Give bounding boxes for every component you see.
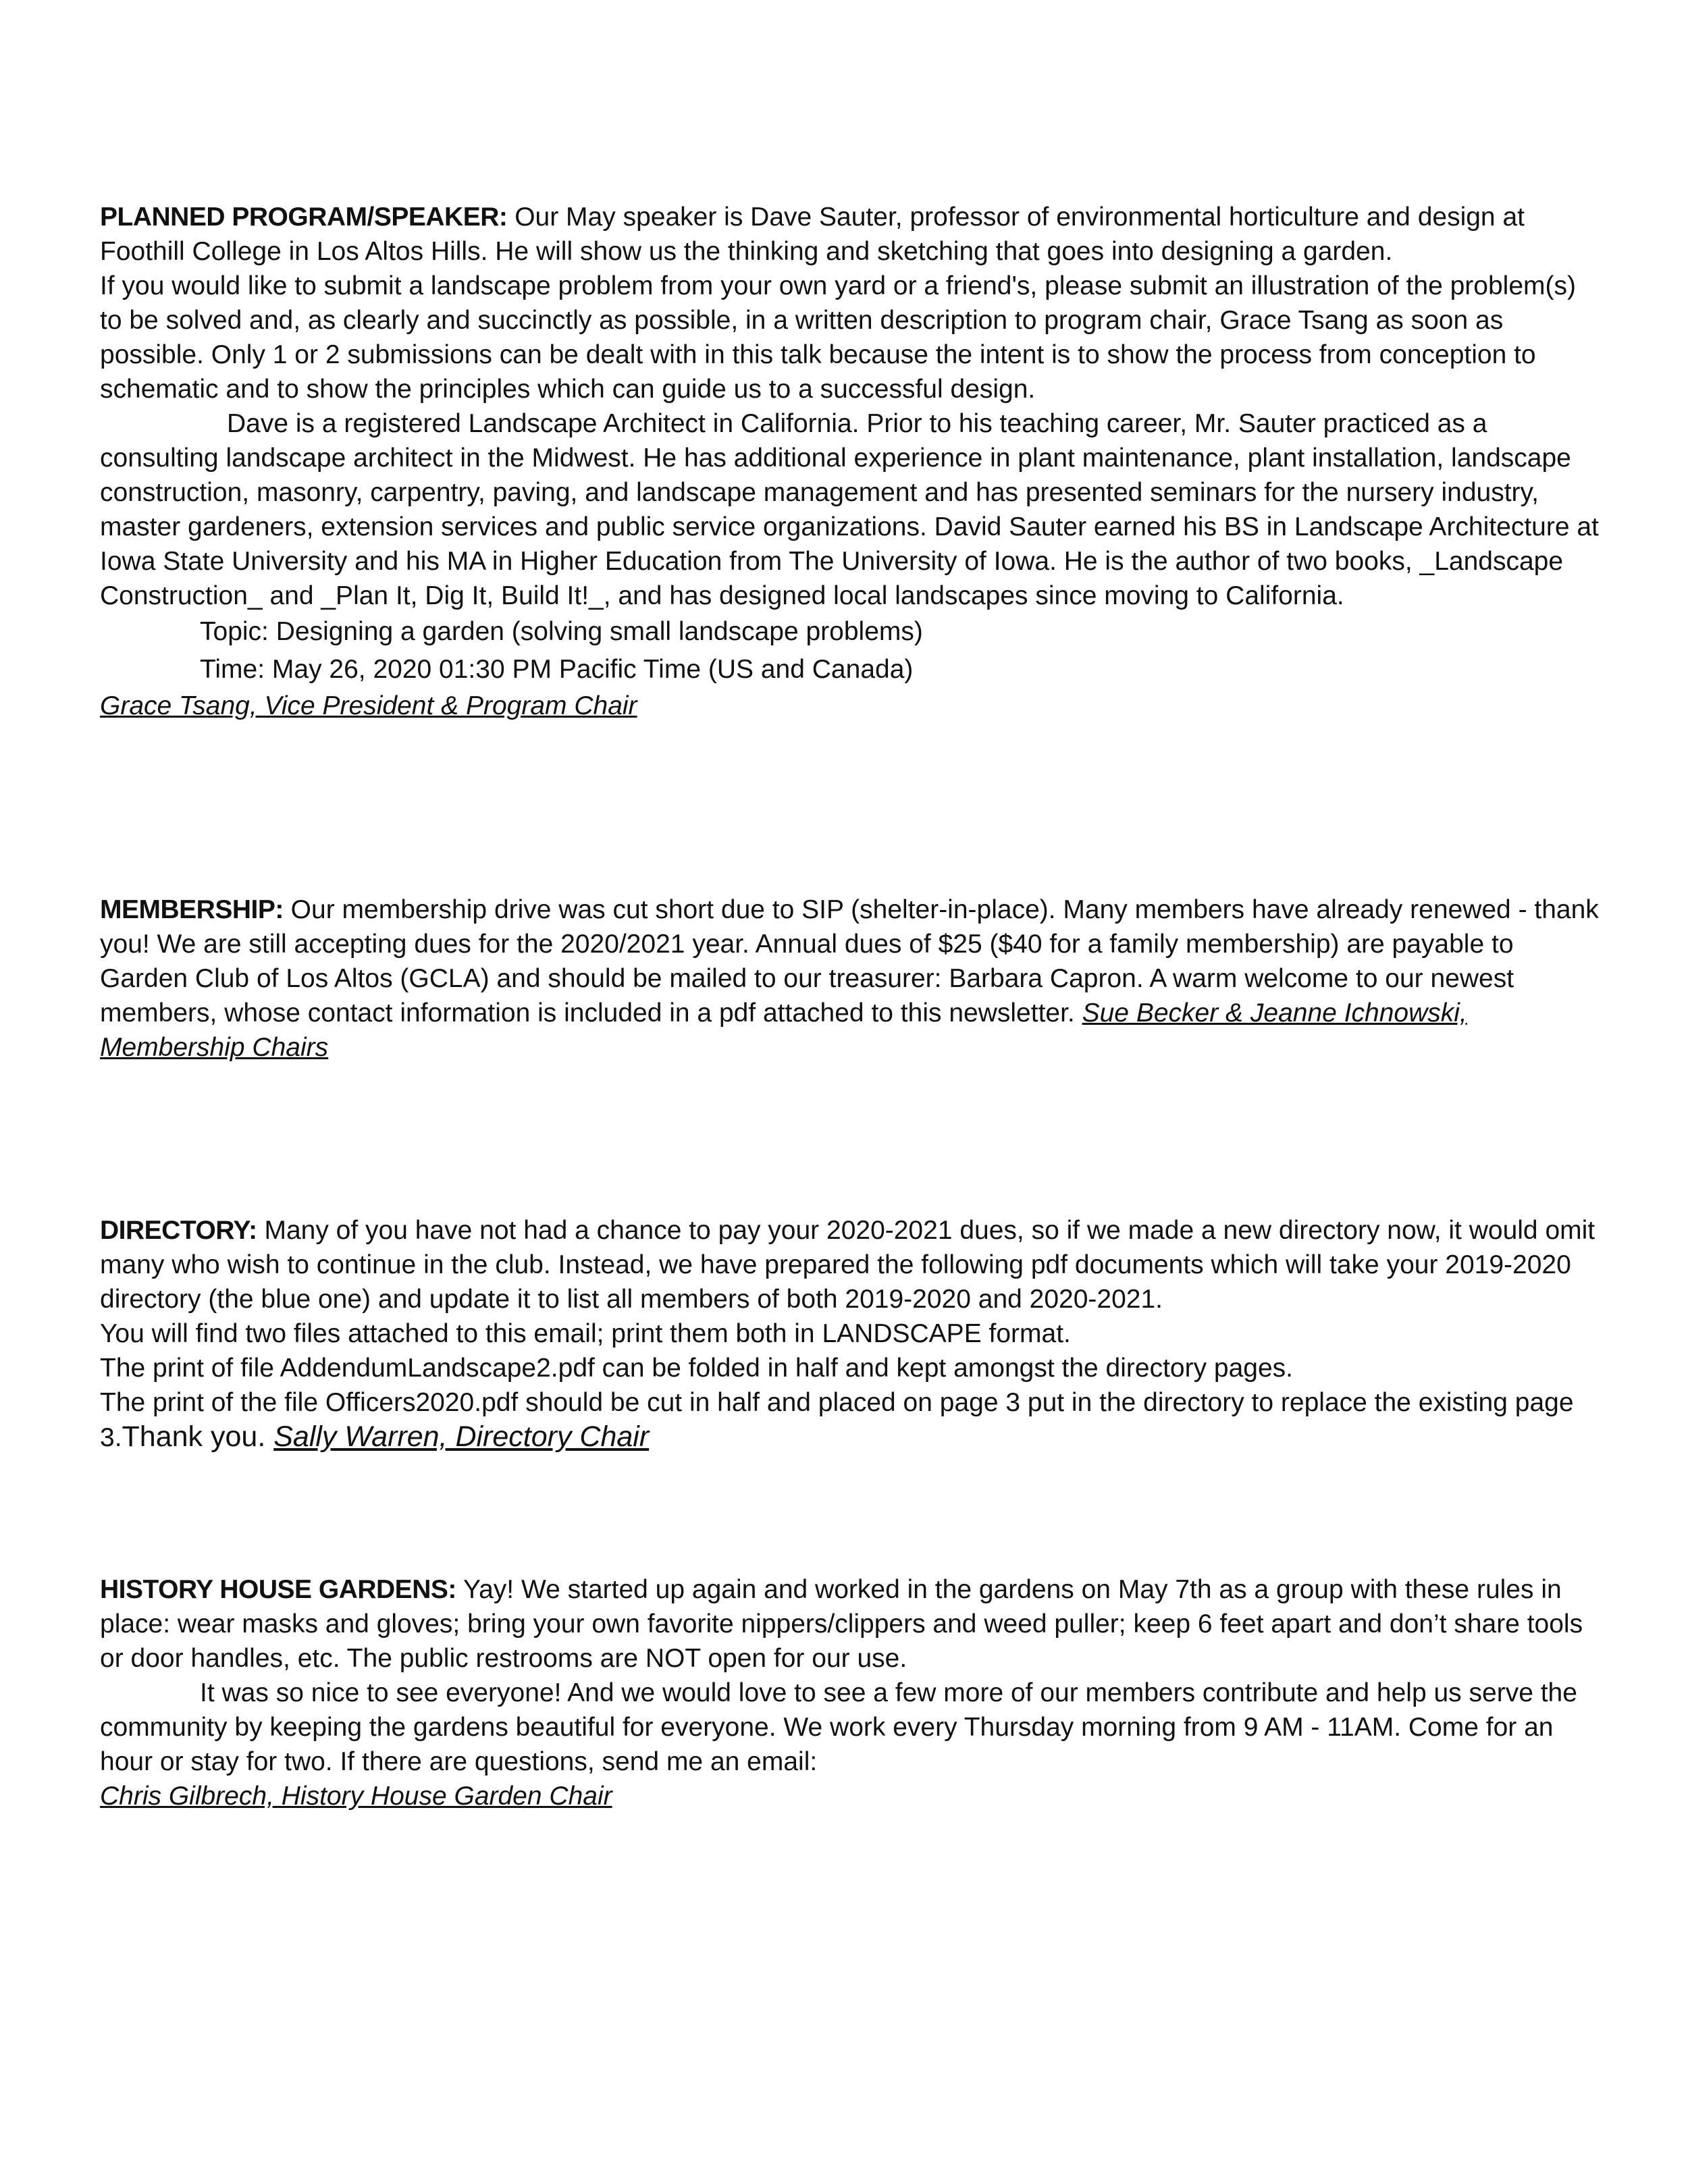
program-heading: PLANNED PROGRAM/SPEAKER: [100, 203, 508, 232]
program-submit-paragraph: If you would like to submit a landscape problem from your own yard or a friend's, please submit an illustration of the problem(s) to be solved and, as clearly and succinctly as possible, in a written description to program chair, Grace Tsang as soon as possible. Only 1 or 2 submissions can be dealt with in this talk because the intent is to show the process from conception to schematic and to show the principles which can guide us to a successful design. [100, 271, 1576, 404]
program-signature: Grace Tsang, Vice President & Program Chair [100, 691, 637, 720]
history-heading: HISTORY HOUSE GARDENS: [100, 1575, 456, 1604]
membership-paragraph [100, 893, 1599, 1065]
history-body: Yay! We started up again and worked in the gardens on May 7th as a group with these rules in place: wear masks and gloves; bring your own favorite nippers/clippers and weed puller; keep 6 feet apart and don’t share tools or door handles, etc. The public restrooms are NOT open for our use. [100, 1575, 1583, 1673]
program-bio-paragraph: Dave is a registered Landscape Architect in California. Prior to his teaching career, Mr. Sauter practiced as a consulting landscape architect in the Midwest. He has additional experience in plant maintenance, plant installation, landscape construction, masonry, carpentry, paving, and landscape management and has presented seminars for the nursery industry, master gardeners, extension services and public service organizations. David Sauter earned his BS in Landscape Architecture at Iowa State University and his MA in Higher Education from The University of Iowa. He is the author of two books, _Landscape Construction_ and _Plan It, Dig It, Build It!_, and has designed local landscapes since moving to California. [100, 409, 1599, 610]
directory-files-line: You will find two files attached to this email; print them both in LANDSCAPE format. [100, 1319, 1071, 1348]
program-time: Time: May 26, 2020 01:30 PM Pacific Time (US and Canada) [200, 655, 914, 684]
directory-addendum-line: The print of file AddendumLandscape2.pdf can be folded in half and kept amongst the directory pages. [100, 1354, 1294, 1383]
membership-signature: Sue Becker & Jeanne Ichnowski, Membership Chairs [100, 998, 1467, 1062]
history-house-section [100, 1572, 1599, 1813]
membership-section [100, 893, 1599, 1065]
membership-heading: MEMBERSHIP: [100, 895, 284, 924]
directory-section [100, 1213, 1599, 1455]
membership-body: Our membership drive was cut short due to SIP (shelter-in-place). Many members have already renewed - thank you! We are still accepting dues for the 2020/2021 year. Annual dues of $25 ($40 for a family membership) are payable to Garden Club of Los Altos (GCLA) and should be mailed to our treasurer: Barbara Capron. A warm welcome to our newest members, whose contact information is included in a pdf attached to this newsletter. [100, 895, 1599, 1028]
planned-program-section [100, 200, 1599, 723]
history-signature-line [100, 1779, 1599, 1813]
directory-signature: Sally Warren, Directory Chair [273, 1420, 650, 1453]
program-intro-text: Our May speaker is Dave Sauter, professor of environmental horticulture and design at Foothill College in Los Altos Hills. He will show us the thinking and sketching that goes into designing a garden. [100, 203, 1525, 266]
program-topic: Topic: Designing a garden (solving small landscape problems) [200, 617, 923, 646]
history-signature: Chris Gilbrech, History House Garden Chair [100, 1782, 612, 1811]
directory-body: Many of you have not had a chance to pay your 2020-2021 dues, so if we made a new directory now, it would omit many who wish to continue in the club. Instead, we have prepared the following pdf documents which will take your 2019-2020 directory (the blue one) and update it to list all members of both 2019-2020 and 2020-2021. [100, 1216, 1595, 1314]
history-paragraph-2: It was so nice to see everyone! And we would love to see a few more of our members contribute and help us serve the community by keeping the gardens beautiful for everyone. We work every Thursday morning from 9 AM - 11AM. Come for an hour or stay for two. If there are questions, send me an email: [100, 1678, 1577, 1776]
directory-officers-paragraph [100, 1385, 1599, 1455]
directory-officers-text: The print of the file Officers2020.pdf should be cut in half and placed on page 3 put in the directory to replace the existing page 3. [100, 1388, 1574, 1452]
directory-paragraph [100, 1213, 1599, 1316]
directory-heading: DIRECTORY: [100, 1216, 257, 1245]
directory-thanks: Thank you. [122, 1420, 274, 1453]
history-paragraph [100, 1572, 1599, 1676]
program-signature-line [100, 689, 1599, 723]
program-intro-paragraph [100, 200, 1599, 269]
